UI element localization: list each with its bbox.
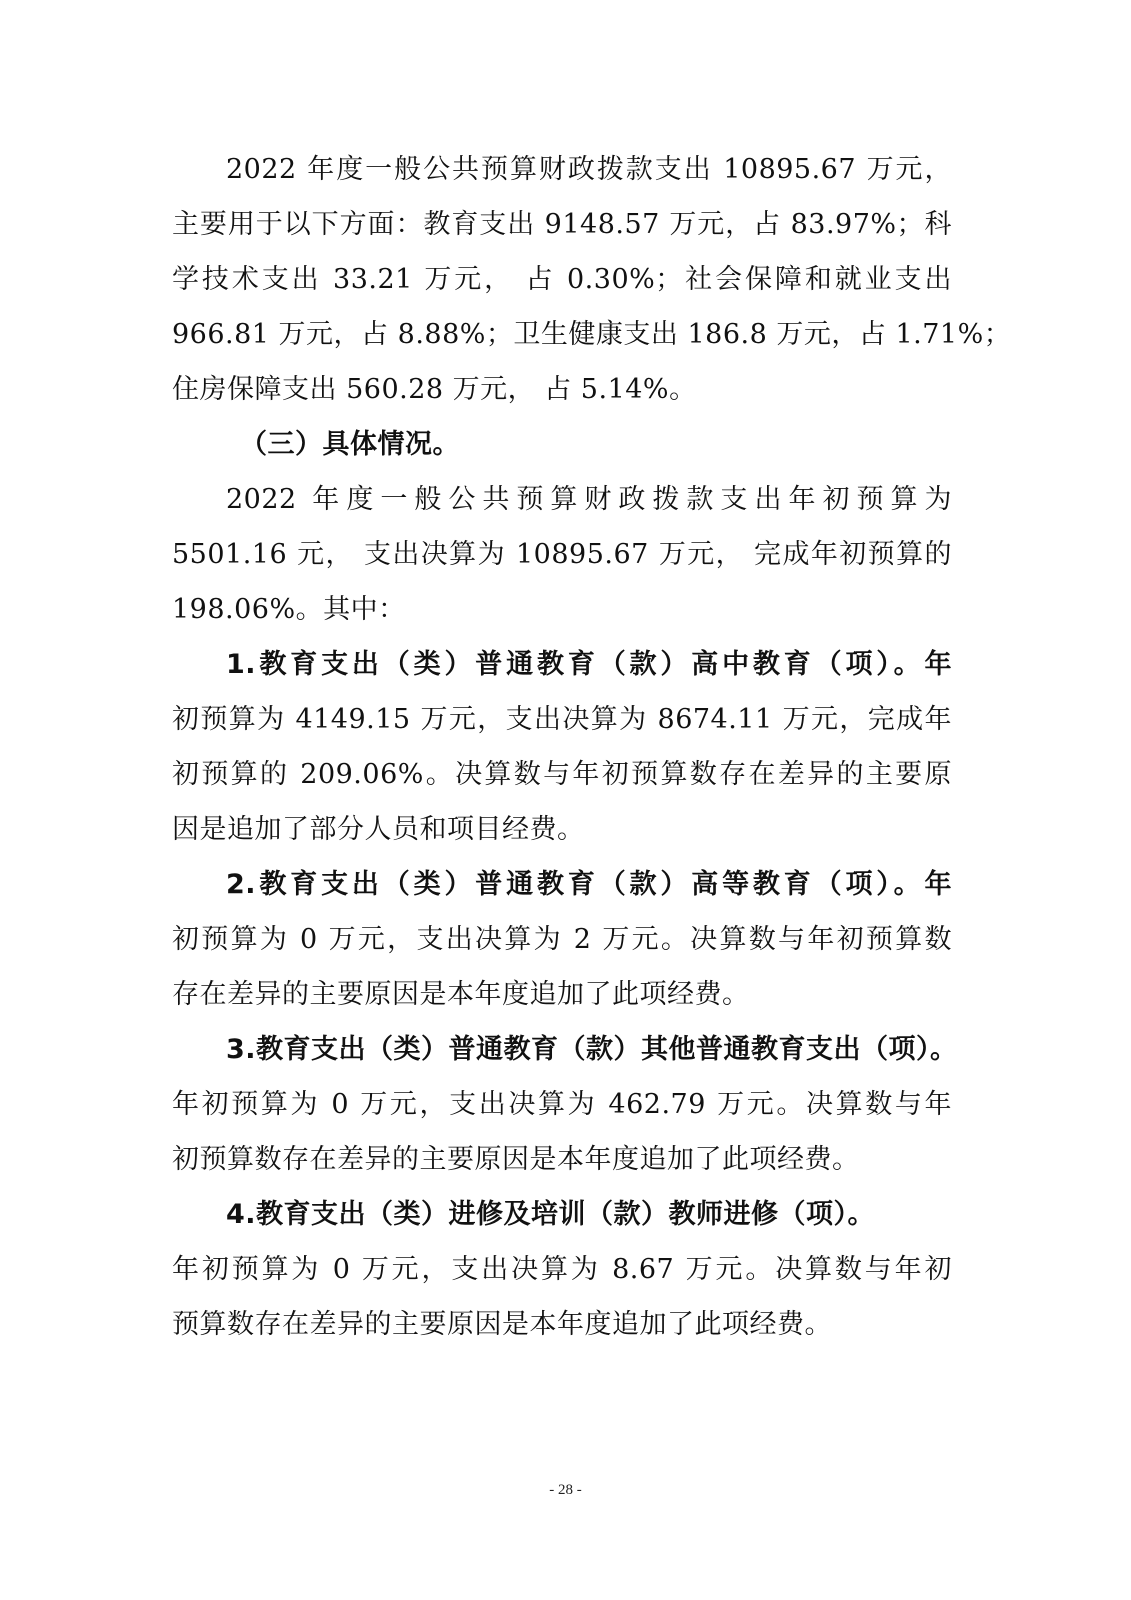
paragraph-line: 初预算数存在差异的主要原因是本年度追加了此项经费。 xyxy=(172,1144,860,1175)
paragraph-line: 初预算为 0 万元，支出决算为 2 万元。决算数与年初预算数 xyxy=(172,924,952,955)
paragraph-line: 因是追加了部分人员和项目经费。 xyxy=(172,814,585,845)
item-heading-3: 3.教育支出（类）普通教育（款）其他普通教育支出（项）。 xyxy=(226,1034,958,1065)
paragraph-line: 主要用于以下方面：教育支出 9148.57 万元，占 83.97%；科 xyxy=(172,209,952,240)
paragraph-line: 966.81 万元，占 8.88%；卫生健康支出 186.8 万元，占 1.71%； xyxy=(172,319,1012,350)
paragraph-line: 住房保障支出 560.28 万元， 占 5.14%。 xyxy=(172,374,697,405)
paragraph-line: 198.06%。其中： xyxy=(172,594,406,625)
item-heading-2: 2.教育支出（类）普通教育（款）高等教育（项）。年 xyxy=(226,869,952,900)
item-heading-1: 1.教育支出（类）普通教育（款）高中教育（项）。年 xyxy=(226,649,952,680)
paragraph-line: 年初预算为 0 万元，支出决算为 8.67 万元。决算数与年初 xyxy=(172,1254,952,1285)
page-number: - 28 - xyxy=(549,1482,582,1498)
paragraph-line: 学技术支出 33.21 万元， 占 0.30%；社会保障和就业支出 xyxy=(172,264,952,295)
paragraph-line: 2022 年度一般公共预算财政拨款支出 10895.67 万元， xyxy=(226,154,952,185)
paragraph-line: 年初预算为 0 万元，支出决算为 462.79 万元。决算数与年 xyxy=(172,1089,952,1120)
paragraph-line: 初预算为 4149.15 万元，支出决算为 8674.11 万元，完成年 xyxy=(172,704,952,735)
paragraph-line: 5501.16 元， 支出决算为 10895.67 万元， 完成年初预算的 xyxy=(172,539,952,570)
section-heading: （三）具体情况。 xyxy=(240,429,460,460)
paragraph-line: 存在差异的主要原因是本年度追加了此项经费。 xyxy=(172,979,750,1010)
paragraph-line: 2022 年度一般公共预算财政拨款支出年初预算为 xyxy=(226,484,952,515)
paragraph-line: 初预算的 209.06%。决算数与年初预算数存在差异的主要原 xyxy=(172,759,952,790)
item-heading-4: 4.教育支出（类）进修及培训（款）教师进修（项）。 xyxy=(226,1199,876,1230)
paragraph-line: 预算数存在差异的主要原因是本年度追加了此项经费。 xyxy=(172,1309,832,1340)
